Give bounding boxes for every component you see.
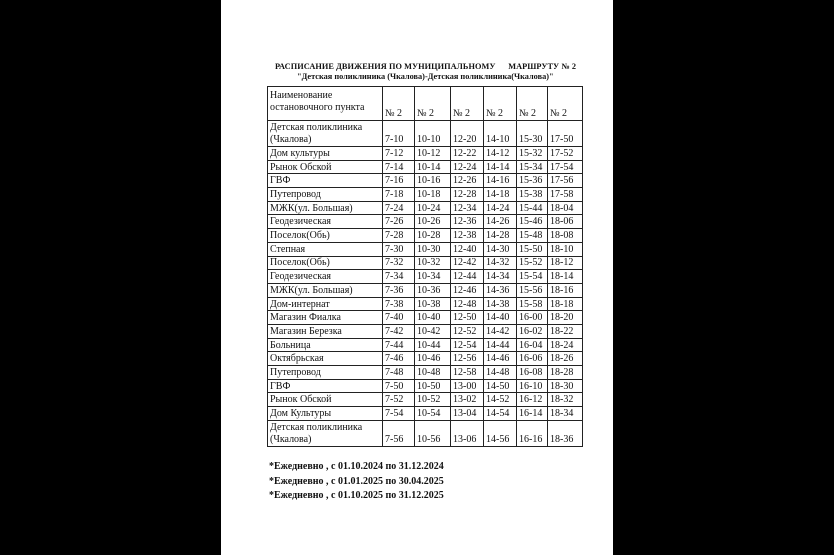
table-row [268,215,583,229]
departure-time-cell: 15-56 [517,283,548,297]
departure-time-cell: 7-44 [383,338,415,352]
departure-time-cell: 18-20 [548,311,583,325]
stop-name-cell: Рынок Обской [268,160,383,174]
route-subtitle: "Детская поликлиника (Чкалова)-Детская поликлиника(Чкалова)" [297,72,554,81]
departure-time-cell: 18-14 [548,270,583,284]
stop-name-cell: Геодезическая [268,270,383,284]
departure-time-cell: 12-34 [451,201,484,215]
departure-time-cell: 14-48 [484,366,517,380]
departure-time-cell: 14-46 [484,352,517,366]
departure-time-cell: 18-26 [548,352,583,366]
departure-time-cell: 7-30 [383,242,415,256]
departure-time-cell: 10-10 [415,121,451,147]
departure-time-cell: 15-38 [517,188,548,202]
departure-time-cell: 16-04 [517,338,548,352]
departure-time-cell: 10-14 [415,160,451,174]
table-row [268,201,583,215]
departure-time-cell: 14-28 [484,229,517,243]
departure-time-cell: 10-52 [415,393,451,407]
departure-time-cell: 14-34 [484,270,517,284]
departure-time-cell: 7-36 [383,283,415,297]
departure-time-cell: 10-46 [415,352,451,366]
departure-time-cell: 12-52 [451,324,484,338]
header-route: № 2 [451,87,484,121]
departure-time-cell: 15-46 [517,215,548,229]
departure-time-cell: 14-44 [484,338,517,352]
departure-time-cell: 16-00 [517,311,548,325]
departure-time-cell: 10-54 [415,407,451,421]
departure-time-cell: 7-12 [383,147,415,161]
stop-name-cell: МЖК(ул. Большая) [268,283,383,297]
departure-time-cell: 16-14 [517,407,548,421]
stop-name-cell: Поселок(Обь) [268,229,383,243]
departure-time-cell: 12-36 [451,215,484,229]
departure-time-cell: 14-40 [484,311,517,325]
departure-time-cell: 10-12 [415,147,451,161]
departure-time-cell: 10-50 [415,379,451,393]
table-row [268,366,583,380]
table-row [268,160,583,174]
departure-time-cell: 7-26 [383,215,415,229]
departure-time-cell: 14-36 [484,283,517,297]
departure-time-cell: 10-24 [415,201,451,215]
departure-time-cell: 12-38 [451,229,484,243]
departure-time-cell: 15-36 [517,174,548,188]
departure-time-cell: 16-12 [517,393,548,407]
stop-name-cell: ГВФ [268,174,383,188]
departure-time-cell: 10-40 [415,311,451,325]
departure-time-cell: 18-30 [548,379,583,393]
departure-time-cell: 10-26 [415,215,451,229]
stop-name-cell: Путепровод [268,366,383,380]
departure-time-cell: 14-24 [484,201,517,215]
departure-time-cell: 12-42 [451,256,484,270]
table-row [268,270,583,284]
departure-time-cell: 15-48 [517,229,548,243]
departure-time-cell: 12-46 [451,283,484,297]
departure-time-cell: 12-40 [451,242,484,256]
departure-time-cell: 10-44 [415,338,451,352]
departure-time-cell: 18-10 [548,242,583,256]
stop-name-cell: Магазин Березка [268,324,383,338]
departure-time-cell: 14-52 [484,393,517,407]
table-row [268,188,583,202]
departure-time-cell: 14-32 [484,256,517,270]
departure-time-cell: 14-12 [484,147,517,161]
departure-time-cell: 15-54 [517,270,548,284]
note-line: *Ежедневно , с 01.01.2025 по 30.04.2025 [269,475,444,487]
departure-time-cell: 14-16 [484,174,517,188]
departure-time-cell: 10-32 [415,256,451,270]
departure-time-cell: 17-54 [548,160,583,174]
departure-time-cell: 10-42 [415,324,451,338]
table-row [268,229,583,243]
note-line: *Ежедневно , с 01.10.2025 по 31.12.2025 [269,490,444,501]
departure-time-cell: 12-48 [451,297,484,311]
departure-time-cell: 16-06 [517,352,548,366]
stop-name-cell: Дом Культуры [268,407,383,421]
stop-name-cell: Детская поликлиника (Чкалова) [268,121,383,147]
document-page [221,0,613,555]
departure-time-cell: 12-56 [451,352,484,366]
departure-time-cell: 10-56 [415,420,451,446]
departure-time-cell: 18-08 [548,229,583,243]
stop-name-cell: Поселок(Обь) [268,256,383,270]
departure-time-cell: 10-38 [415,297,451,311]
departure-time-cell: 12-54 [451,338,484,352]
departure-time-cell: 7-46 [383,352,415,366]
table-row [268,147,583,161]
stop-name-cell: МЖК(ул. Большая) [268,201,383,215]
table-row [268,174,583,188]
departure-time-cell: 14-14 [484,160,517,174]
stop-name-cell: ГВФ [268,379,383,393]
departure-time-cell: 7-16 [383,174,415,188]
departure-time-cell: 14-30 [484,242,517,256]
departure-time-cell: 16-08 [517,366,548,380]
departure-time-cell: 13-04 [451,407,484,421]
departure-time-cell: 13-06 [451,420,484,446]
departure-time-cell: 18-36 [548,420,583,446]
stop-name-cell: Октябрьская [268,352,383,366]
table-row [268,324,583,338]
departure-time-cell: 10-16 [415,174,451,188]
departure-time-cell: 7-28 [383,229,415,243]
stop-name-cell: Детская поликлиника (Чкалова) [268,420,383,446]
departure-time-cell: 18-18 [548,297,583,311]
departure-time-cell: 13-00 [451,379,484,393]
table-row [268,121,583,147]
departure-time-cell: 7-14 [383,160,415,174]
departure-time-cell: 14-56 [484,420,517,446]
departure-time-cell: 12-50 [451,311,484,325]
table-row [268,242,583,256]
departure-time-cell: 14-50 [484,379,517,393]
header-route: № 2 [484,87,517,121]
departure-time-cell: 7-40 [383,311,415,325]
table-row [268,338,583,352]
schedule-title: РАСПИСАНИЕ ДВИЖЕНИЯ ПО МУНИЦИПАЛЬНОМУ МАРШРУТУ № 2 [275,62,577,71]
stop-name-cell: Степная [268,242,383,256]
departure-time-cell: 17-50 [548,121,583,147]
stop-name-cell: Рынок Обской [268,393,383,407]
departure-time-cell: 7-42 [383,324,415,338]
stop-name-cell: Путепровод [268,188,383,202]
departure-time-cell: 17-56 [548,174,583,188]
table-row [268,256,583,270]
table-row [268,407,583,421]
departure-time-cell: 15-50 [517,242,548,256]
departure-time-cell: 7-56 [383,420,415,446]
departure-time-cell: 7-38 [383,297,415,311]
departure-time-cell: 17-58 [548,188,583,202]
departure-time-cell: 10-18 [415,188,451,202]
departure-time-cell: 10-48 [415,366,451,380]
departure-time-cell: 18-16 [548,283,583,297]
departure-time-cell: 12-22 [451,147,484,161]
header-route: № 2 [415,87,451,121]
departure-time-cell: 7-48 [383,366,415,380]
table-row [268,297,583,311]
header-route: № 2 [517,87,548,121]
departure-time-cell: 18-12 [548,256,583,270]
departure-time-cell: 14-38 [484,297,517,311]
stop-name-cell: Геодезическая [268,215,383,229]
departure-time-cell: 10-30 [415,242,451,256]
header-route: № 2 [548,87,583,121]
departure-time-cell: 14-42 [484,324,517,338]
departure-time-cell: 7-52 [383,393,415,407]
departure-time-cell: 12-24 [451,160,484,174]
departure-time-cell: 16-16 [517,420,548,446]
header-stop-name: Наименование остановочного пункта [268,87,383,121]
departure-time-cell: 15-30 [517,121,548,147]
departure-time-cell: 12-20 [451,121,484,147]
stop-name-cell: Дом-интернат [268,297,383,311]
departure-time-cell: 14-26 [484,215,517,229]
departure-time-cell: 14-10 [484,121,517,147]
departure-time-cell: 7-18 [383,188,415,202]
schedule-table [267,86,583,447]
table-row [268,283,583,297]
departure-time-cell: 12-28 [451,188,484,202]
departure-time-cell: 18-22 [548,324,583,338]
departure-time-cell: 18-24 [548,338,583,352]
departure-time-cell: 7-50 [383,379,415,393]
departure-time-cell: 10-36 [415,283,451,297]
stop-name-cell: Больница [268,338,383,352]
departure-time-cell: 15-32 [517,147,548,161]
table-row [268,379,583,393]
departure-time-cell: 12-26 [451,174,484,188]
table-row [268,352,583,366]
departure-time-cell: 17-52 [548,147,583,161]
departure-time-cell: 18-32 [548,393,583,407]
table-row [268,420,583,446]
table-row [268,393,583,407]
departure-time-cell: 15-58 [517,297,548,311]
departure-time-cell: 7-10 [383,121,415,147]
departure-time-cell: 18-28 [548,366,583,380]
departure-time-cell: 12-58 [451,366,484,380]
stop-name-cell: Дом культуры [268,147,383,161]
table-header-row [268,87,583,121]
header-route: № 2 [383,87,415,121]
departure-time-cell: 14-54 [484,407,517,421]
departure-time-cell: 10-34 [415,270,451,284]
departure-time-cell: 13-02 [451,393,484,407]
stop-name-cell: Магазин Фиалка [268,311,383,325]
departure-time-cell: 7-54 [383,407,415,421]
departure-time-cell: 12-44 [451,270,484,284]
departure-time-cell: 15-52 [517,256,548,270]
departure-time-cell: 16-02 [517,324,548,338]
departure-time-cell: 10-28 [415,229,451,243]
departure-time-cell: 7-34 [383,270,415,284]
departure-time-cell: 15-34 [517,160,548,174]
schedule-notes [269,460,444,504]
departure-time-cell: 7-32 [383,256,415,270]
departure-time-cell: 16-10 [517,379,548,393]
table-row [268,311,583,325]
departure-time-cell: 7-24 [383,201,415,215]
departure-time-cell: 18-06 [548,215,583,229]
departure-time-cell: 18-04 [548,201,583,215]
departure-time-cell: 14-18 [484,188,517,202]
departure-time-cell: 18-34 [548,407,583,421]
departure-time-cell: 15-44 [517,201,548,215]
note-line: *Ежедневно , с 01.10.2024 по 31.12.2024 [269,461,444,472]
